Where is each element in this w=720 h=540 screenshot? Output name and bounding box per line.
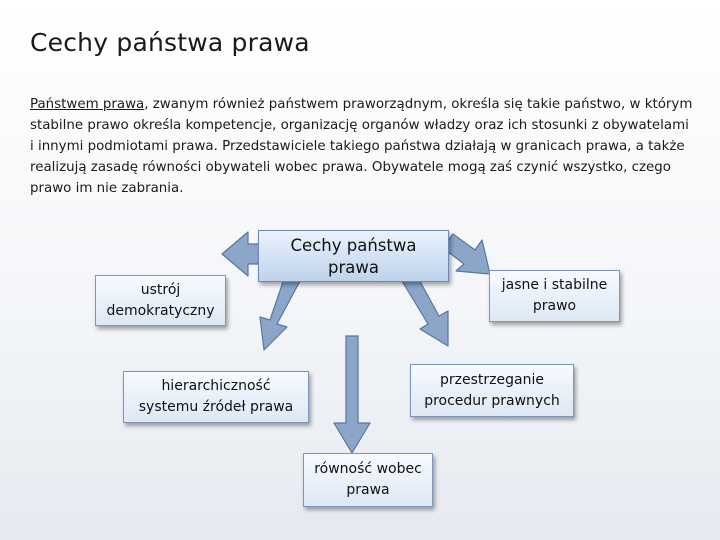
- node-stable-law: jasne i stabilne prawo: [489, 270, 620, 322]
- definition-term: Państwem prawa: [30, 97, 145, 112]
- arrow-to-procedures: [402, 274, 448, 346]
- arrow-to-stable-law: [443, 234, 490, 274]
- node-legal-procedures: przestrzeganie procedur prawnych: [410, 364, 574, 417]
- arrow-to-hierarchy: [260, 273, 300, 350]
- center-node: Cechy państwa prawa: [258, 230, 449, 282]
- arrow-to-equality: [334, 336, 370, 453]
- definition-text: , zwanym również państwem praworządnym, określa się takie państwo, w którym stabilne prawo określa kompetencje, organizację organów władzy oraz ich stosunki z obywatelami i innymi podmiotami prawa. Przedstawiciele takiego państwa działają w granicach prawa, a także realizują zasadę równości obywateli wobec prawa. Obywatele mogą zaś czynić wszystko, czego prawo im nie zabrania.: [30, 97, 693, 196]
- node-equality-before-law: równość wobec prawa: [303, 453, 433, 507]
- node-democratic-system: ustrój demokratyczny: [95, 275, 226, 326]
- slide-title: Cechy państwa prawa: [30, 28, 310, 57]
- node-hierarchy-of-sources: hierarchiczność systemu źródeł prawa: [123, 371, 309, 423]
